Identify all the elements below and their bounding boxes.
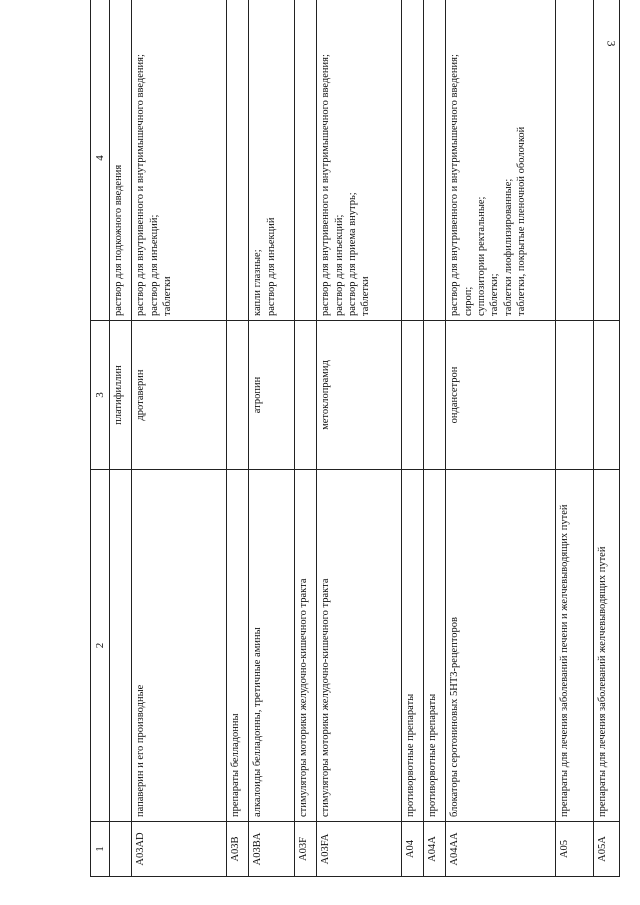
atc-code: A04AA xyxy=(446,822,556,877)
group-name: блокаторы серотониновых 5НТ3-рецепторов xyxy=(446,470,556,822)
column-header-1: 1 xyxy=(91,822,110,877)
substance-name xyxy=(424,321,446,470)
substance-name: ондансетрон xyxy=(446,321,556,470)
group-name: стимуляторы моторики желудочно-кишечного тракта xyxy=(317,470,402,822)
dosage-forms: раствор для внутривенного и внутримышечного введения; раствор для инъекций; раствор для приема внутрь; таблетки xyxy=(317,0,402,321)
group-name xyxy=(110,470,132,822)
table-row xyxy=(249,0,295,877)
table-row xyxy=(317,0,402,877)
substance-name xyxy=(594,321,620,470)
dosage-forms xyxy=(556,0,594,321)
column-header-2: 2 xyxy=(91,470,110,822)
table-header-row xyxy=(91,0,110,877)
substance-name xyxy=(227,321,249,470)
table-row xyxy=(295,0,317,877)
group-name: препараты для лечения заболеваний печени и желчевыводящих путей xyxy=(556,470,594,822)
atc-code: A05 xyxy=(556,822,594,877)
atc-code: A03BA xyxy=(249,822,295,877)
atc-code xyxy=(110,822,132,877)
dosage-forms xyxy=(402,0,424,321)
substance-name xyxy=(295,321,317,470)
column-header-3: 3 xyxy=(91,321,110,470)
substance-name xyxy=(402,321,424,470)
substance-name: атропин xyxy=(249,321,295,470)
substance-name xyxy=(556,321,594,470)
table-row xyxy=(556,0,594,877)
dosage-forms xyxy=(295,0,317,321)
table-row xyxy=(424,0,446,877)
table-row xyxy=(446,0,556,877)
atc-code: A03FA xyxy=(317,822,402,877)
dosage-forms: раствор для внутривенного и внутримышечного введения; сироп; суппозитории ректальные; таблетки; таблетки лиофилизированные; таблетки, покрытые пленочной оболочкой xyxy=(446,0,556,321)
substance-name: платифиллин xyxy=(110,321,132,470)
atc-code: A03F xyxy=(295,822,317,877)
dosage-forms: раствор для внутривенного и внутримышечного введения; раствор для инъекций; таблетки xyxy=(132,0,227,321)
table-row xyxy=(132,0,227,877)
dosage-forms xyxy=(594,0,620,321)
table-row xyxy=(110,0,132,877)
dosage-forms xyxy=(424,0,446,321)
atc-code: A05A xyxy=(594,822,620,877)
group-name: препараты для лечения заболеваний желчевыводящих путей xyxy=(594,470,620,822)
dosage-forms: капли глазные; раствор для инъекций xyxy=(249,0,295,321)
column-header-4: 4 xyxy=(91,0,110,321)
atc-code: A03B xyxy=(227,822,249,877)
medicine-table xyxy=(90,0,620,877)
group-name: препараты белладонны xyxy=(227,470,249,822)
group-name: алкалоиды белладонны, третичные амины xyxy=(249,470,295,822)
substance-name: дротаверин xyxy=(132,321,227,470)
dosage-forms xyxy=(227,0,249,321)
rotated-page xyxy=(90,32,609,877)
table-row xyxy=(227,0,249,877)
group-name: стимуляторы моторики желудочно-кишечного тракта xyxy=(295,470,317,822)
dosage-forms: раствор для подкожного введения xyxy=(110,0,132,321)
atc-code: A04 xyxy=(402,822,424,877)
page-number: 3 xyxy=(604,40,619,47)
table-row xyxy=(402,0,424,877)
atc-code: A03AD xyxy=(132,822,227,877)
group-name: противорвотные препараты xyxy=(424,470,446,822)
table-row xyxy=(594,0,620,877)
group-name: папаверин и его производные xyxy=(132,470,227,822)
group-name: противорвотные препараты xyxy=(402,470,424,822)
atc-code: A04A xyxy=(424,822,446,877)
substance-name: метоклопрамид xyxy=(317,321,402,470)
